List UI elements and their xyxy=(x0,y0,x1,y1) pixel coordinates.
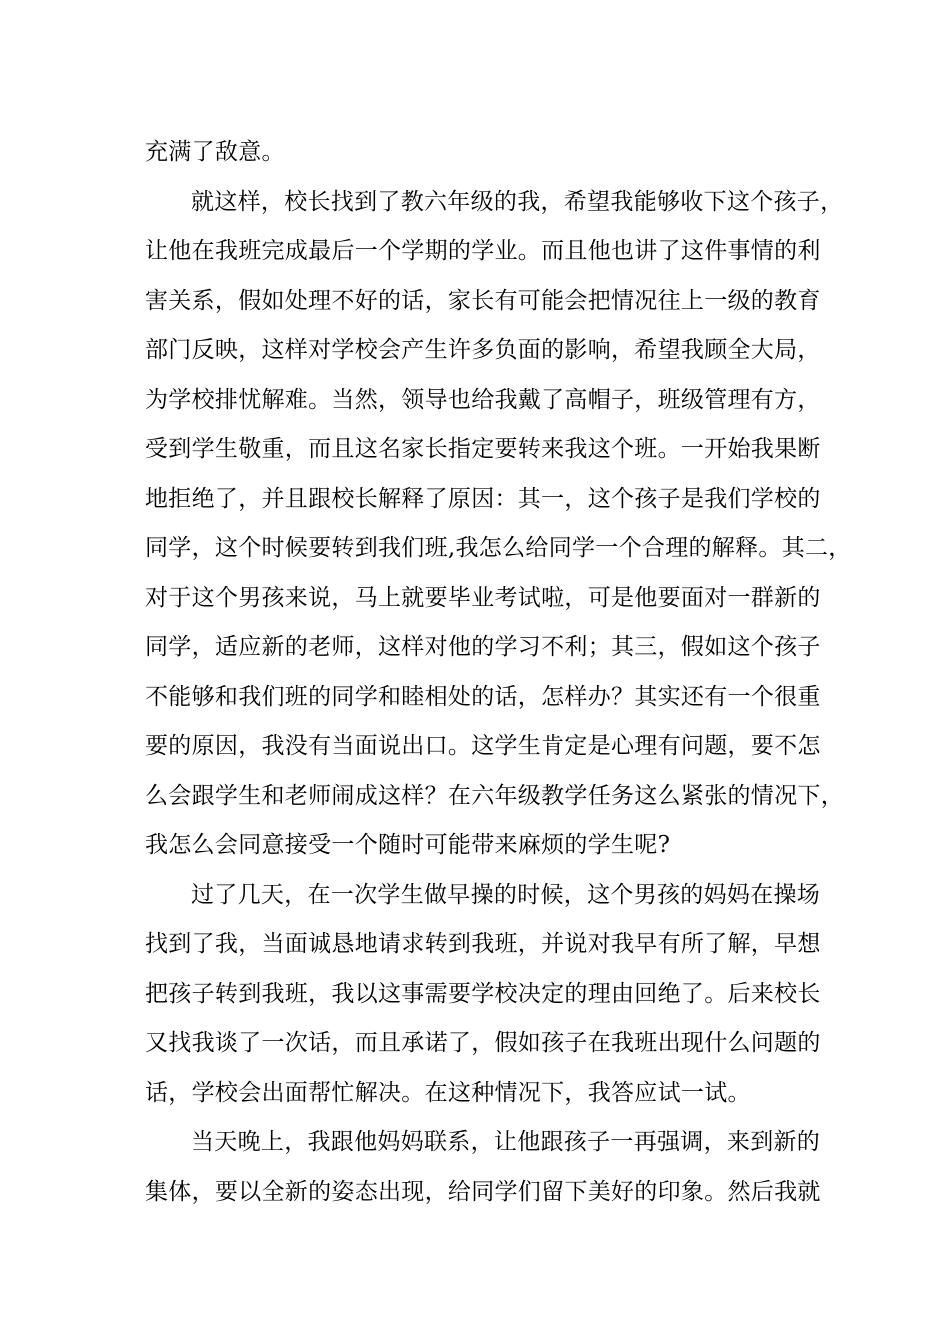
text-line: 让他在我班完成最后一个学期的学业。而且他也讲了这件事情的利 xyxy=(145,238,821,264)
text-line: 么会跟学生和老师闹成这样？在六年级教学任务这么紧张的情况下， xyxy=(145,782,844,809)
text-line: 集体，要以全新的姿态出现，给同学们留下美好的印象。然后我就 xyxy=(145,1178,821,1205)
text-line: 不能够和我们班的同学和睦相处的话，怎样办？其实还有一个很重 xyxy=(145,683,821,710)
text-line: 把孩子转到我班，我以这事需要学校决定的理由回绝了。后来校长 xyxy=(145,980,821,1007)
text-line: 又找我谈了一次话，而且承诺了，假如孩子在我班出现什么问题的 xyxy=(145,1030,821,1056)
text-line: 就这样，校长找到了教六年级的我，希望我能够收下这个孩子， xyxy=(191,188,844,215)
text-line: 话，学校会出面帮忙解决。在这种情况下，我答应试一试。 xyxy=(145,1079,751,1106)
document-body xyxy=(145,128,852,1217)
text-line: 找到了我，当面诚恳地请求转到我班，并说对我早有所了解，早想 xyxy=(145,931,821,957)
text-line: 过了几天，在一次学生做早操的时候，这个男孩的妈妈在操场 xyxy=(191,881,821,908)
text-line: 当天晚上，我跟他妈妈联系，让他跟孩子一再强调，来到新的 xyxy=(191,1129,821,1155)
text-line: 同学，适应新的老师，这样对他的学习不利；其三，假如这个孩子 xyxy=(145,634,821,660)
text-line: 同学，这个时候要转到我们班,我怎么给同学一个合理的解释。其二， xyxy=(145,535,852,561)
text-line: 对于这个男孩来说，马上就要毕业考试啦，可是他要面对一群新的 xyxy=(145,584,821,611)
text-line: 为学校排忧解难。当然，领导也给我戴了高帽子，班级管理有方， xyxy=(145,386,821,413)
text-line: 我怎么会同意接受一个随时可能带来麻烦的学生呢? xyxy=(145,832,671,858)
text-line: 害关系，假如处理不好的话，家长有可能会把情况往上一级的教育 xyxy=(145,287,821,314)
text-line: 充满了敌意。 xyxy=(145,139,285,165)
text-line: 地拒绝了，并且跟校长解释了原因：其一，这个孩子是我们学校的 xyxy=(145,485,821,512)
text-line: 受到学生敬重，而且这名家长指定要转来我这个班。一开始我果断 xyxy=(145,436,821,462)
text-line: 部门反映，这样对学校会产生许多负面的影响，希望我顾全大局， xyxy=(145,337,821,363)
text-line: 要的原因，我没有当面说出口。这学生肯定是心理有问题，要不怎 xyxy=(145,733,821,759)
